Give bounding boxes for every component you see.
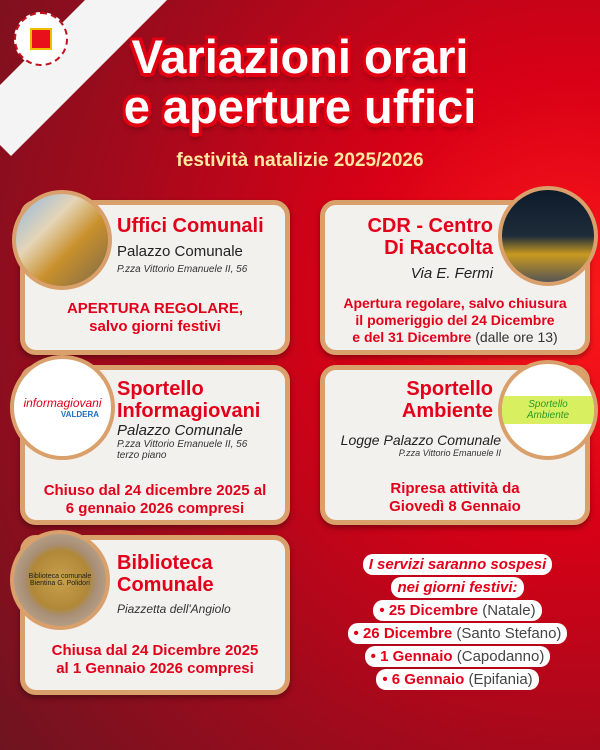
card-message: salvo giorni festivi <box>89 318 221 335</box>
holiday-name: (Epifania) <box>468 671 533 688</box>
holiday-name: (Santo Stefano) <box>456 625 562 642</box>
card-title: CDR - Centro <box>367 215 493 237</box>
card-message: Chiuso dal 24 dicembre 2025 al <box>43 482 267 499</box>
card-address: P.zza Vittorio Emanuele II, 56 <box>117 264 248 275</box>
logo-text: Sportello Ambiente <box>502 396 594 424</box>
holiday-name: (Natale) <box>482 602 536 619</box>
logo-text: Biblioteca comunale Bientina G. Polidori <box>28 573 92 587</box>
card-address: P.zza Vittorio Emanuele II, 56 <box>117 439 248 450</box>
card-message: Ripresa attività da <box>390 480 520 497</box>
holiday-list <box>335 553 580 691</box>
holiday-intro: I servizi saranno sospesi <box>363 554 553 575</box>
card-title: Uffici Comunali <box>117 215 264 237</box>
card-message: Giovedì 8 Gennaio <box>389 498 521 515</box>
holiday-item <box>373 600 541 621</box>
holiday-item <box>348 623 568 644</box>
card-place: Logge Palazzo Comunale <box>340 432 501 448</box>
town-hall-photo <box>12 190 112 290</box>
card-message: e del 31 Dicembre <box>352 329 472 345</box>
library-logo <box>10 530 110 630</box>
informagiovani-logo <box>10 355 115 460</box>
card-place: Piazzetta dell'Angiolo <box>117 602 231 616</box>
holiday-date: • 26 Dicembre <box>353 625 453 642</box>
page-subtitle: festività natalizie 2025/2026 <box>176 150 424 171</box>
card-title: Biblioteca <box>117 552 213 574</box>
card-place: Palazzo Comunale <box>117 422 243 439</box>
card-title: Sportello <box>406 378 493 400</box>
card-place: Via E. Fermi <box>410 265 493 282</box>
holiday-date: • 25 Dicembre <box>379 602 479 619</box>
holiday-item <box>365 646 551 667</box>
holiday-date: • 6 Gennaio <box>382 671 465 688</box>
card-message-note: (dalle ore 13) <box>475 329 558 345</box>
title-line-2: e aperture uffici <box>123 80 477 133</box>
title-line-1: Variazioni orari <box>131 30 469 83</box>
holiday-intro: nei giorni festivi: <box>391 577 523 598</box>
card-message: 6 gennaio 2026 compresi <box>65 500 245 517</box>
card-floor: terzo piano <box>117 450 167 461</box>
card-title: Di Raccolta <box>384 237 493 259</box>
holiday-name: (Capodanno) <box>456 648 545 665</box>
holiday-date: • 1 Gennaio <box>370 648 453 665</box>
holiday-item <box>376 669 538 690</box>
recycling-center-photo <box>498 186 598 286</box>
card-title: Comunale <box>117 574 214 596</box>
logo-text: informagiovani <box>23 396 102 410</box>
card-place: Palazzo Comunale <box>117 243 243 260</box>
card-address: P.zza Vittorio Emanuele II <box>398 448 501 458</box>
card-message: Apertura regolare, salvo chiusura <box>343 295 567 311</box>
sportello-ambiente-logo <box>498 360 598 460</box>
card-title: Ambiente <box>401 400 493 422</box>
card-message: al 1 Gennaio 2026 compresi <box>56 660 254 677</box>
card-title: Informagiovani <box>117 400 261 422</box>
card-title: Sportello <box>117 378 204 400</box>
page-title <box>0 32 600 132</box>
card-message: Chiusa dal 24 Dicembre 2025 <box>51 642 259 659</box>
logo-subtext: VALDERA <box>60 410 99 419</box>
card-message: APERTURA REGOLARE, <box>66 300 244 317</box>
card-message: il pomeriggio del 24 Dicembre <box>355 312 555 328</box>
